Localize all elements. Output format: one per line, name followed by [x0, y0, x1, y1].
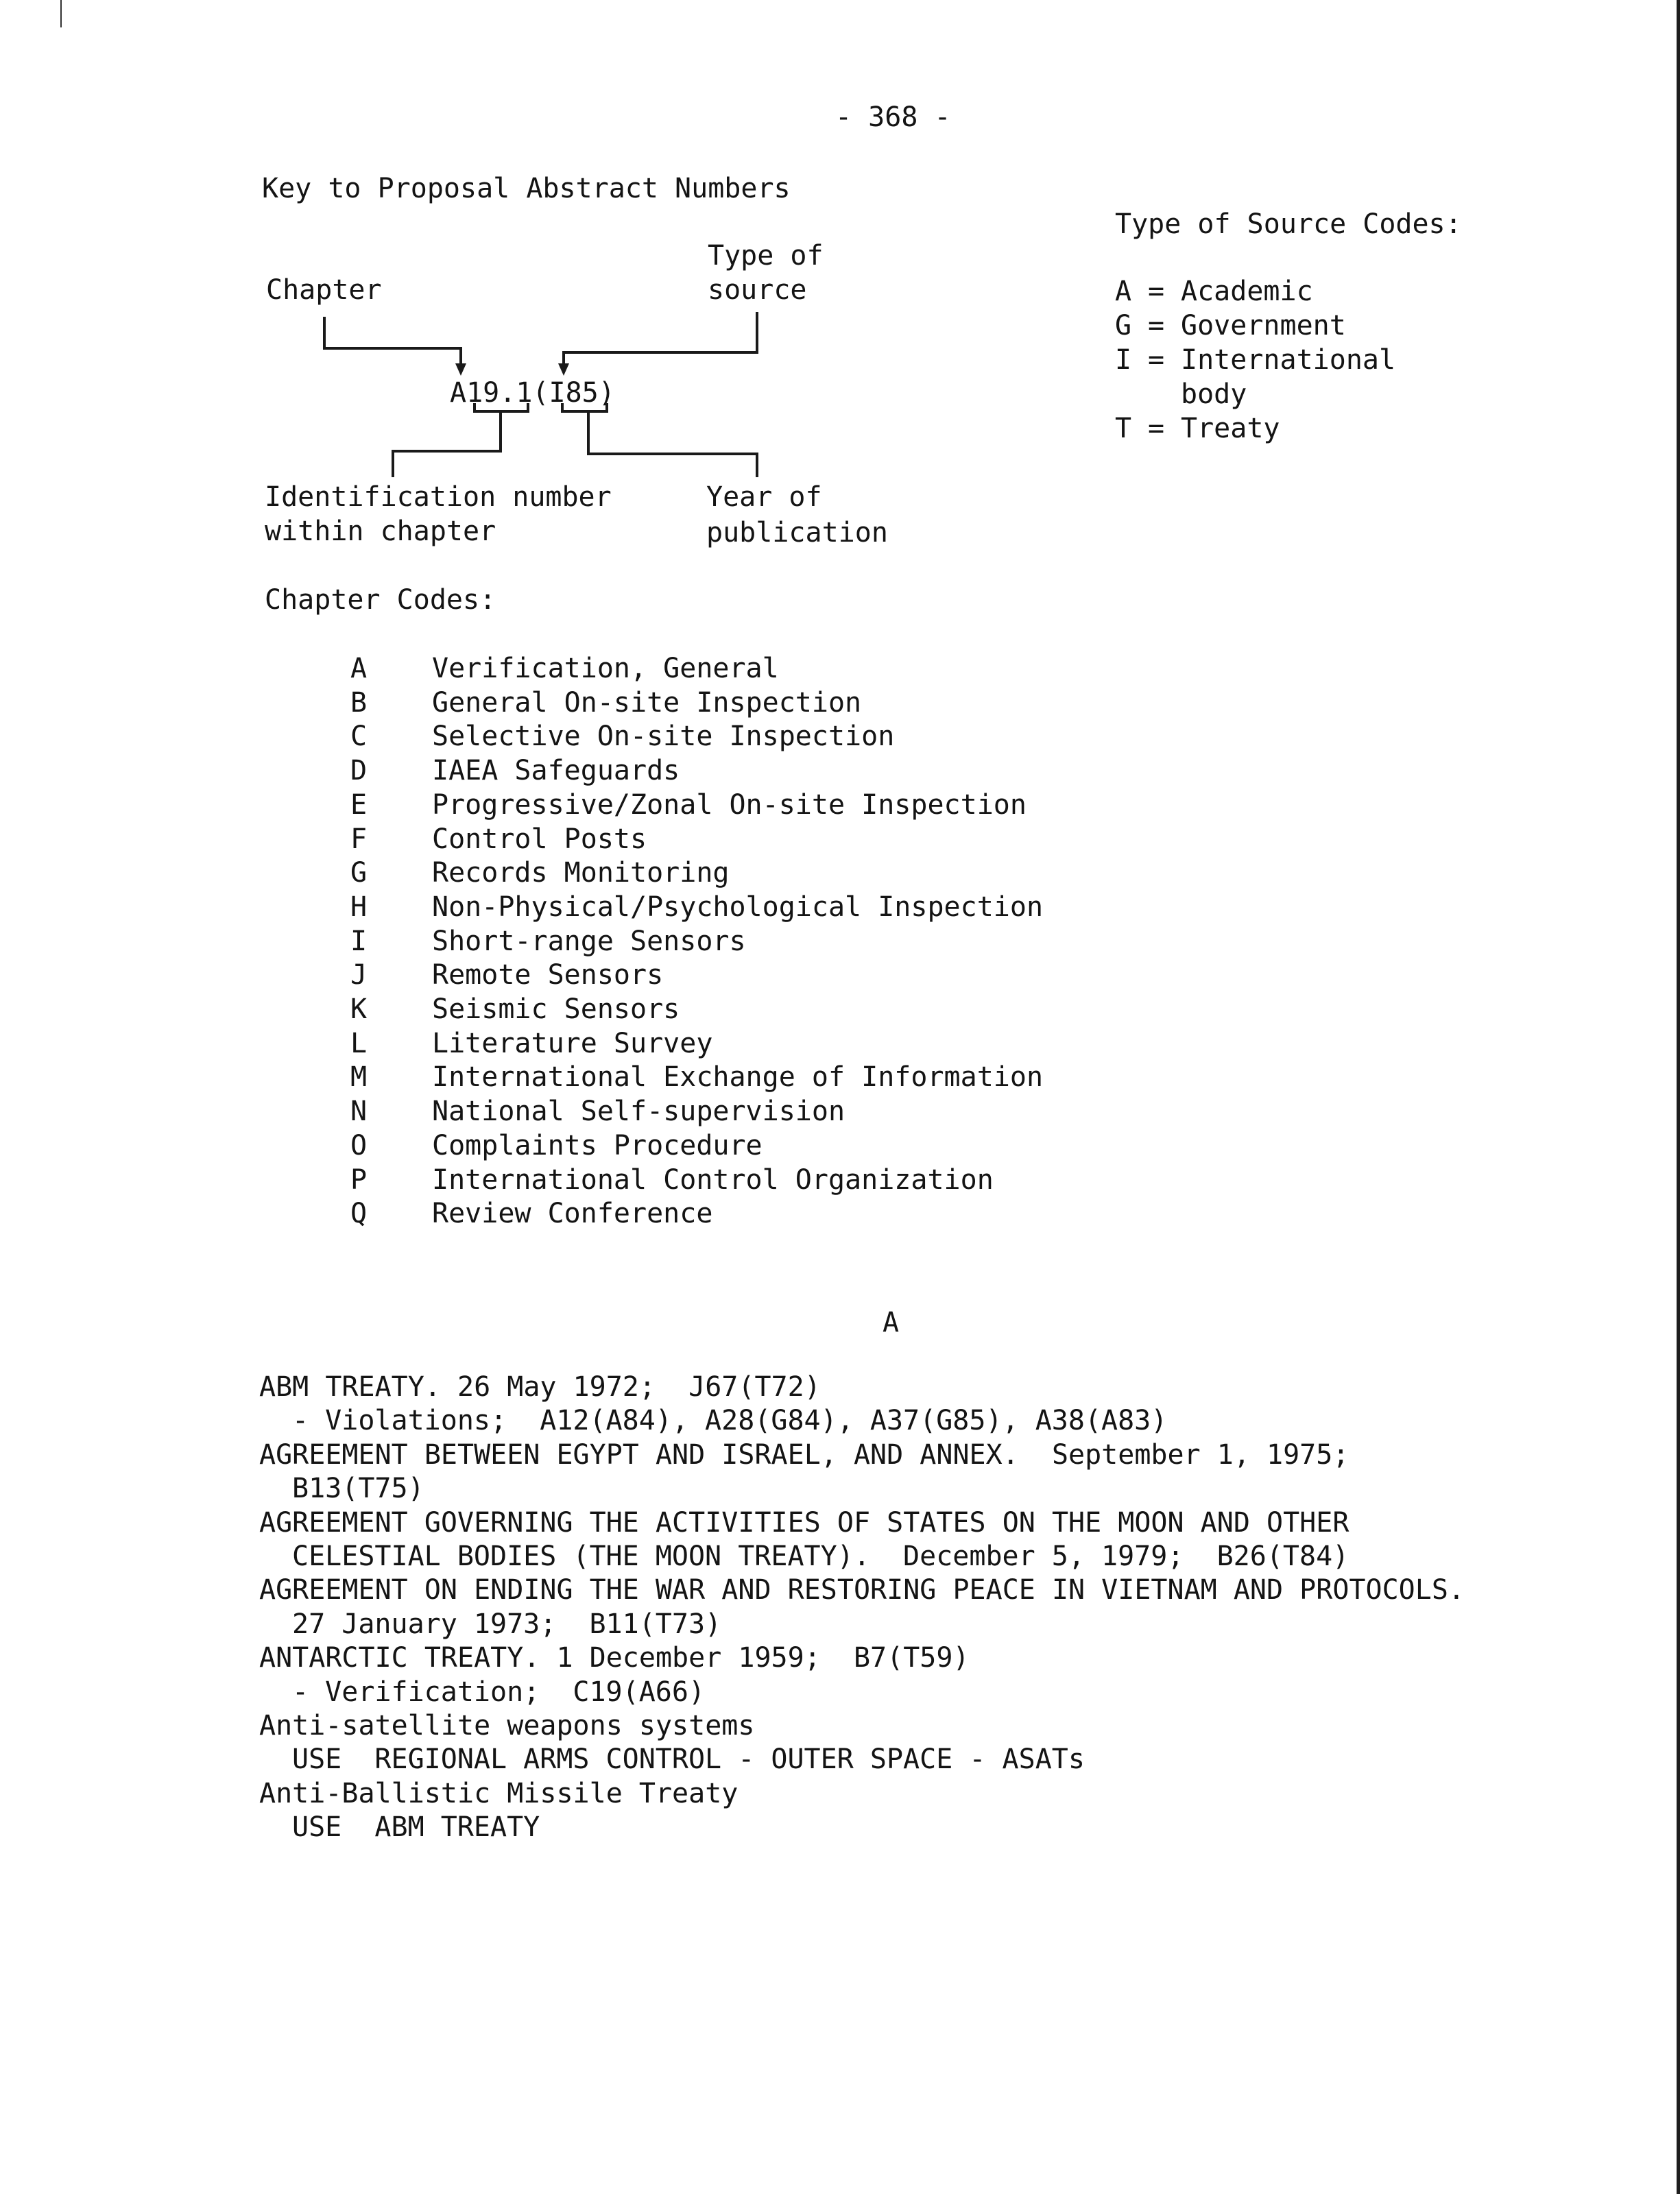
page-number: - 368 -	[835, 101, 951, 133]
label-chapter: Chapter	[266, 274, 382, 306]
index-entry-line: USE REGIONAL ARMS CONTROL - OUTER SPACE - ASATs	[292, 1744, 1085, 1776]
year-connector	[588, 411, 757, 477]
chapter-code-name: General On-site Inspection	[432, 686, 862, 719]
chapter-code-name: IAEA Safeguards	[432, 755, 680, 787]
chapter-code-letter: H	[350, 891, 368, 923]
chapter-code-letter: J	[350, 959, 368, 991]
label-year-2: publication	[706, 517, 888, 548]
source-code-label: Treaty	[1181, 413, 1280, 444]
chapter-code-letter: O	[350, 1129, 368, 1161]
source-code-label: Academic	[1181, 276, 1313, 307]
source-code-letter: A	[1115, 276, 1132, 307]
chapter-code-letter: L	[350, 1027, 368, 1059]
index-entry-line: Anti-Ballistic Missile Treaty	[259, 1777, 739, 1809]
chapter-code-letter: I	[350, 925, 368, 957]
index-entry-line: ANTARCTIC TREATY. 1 December 1959; B7(T59)	[259, 1642, 970, 1674]
chapter-code-letter: A	[350, 653, 368, 684]
chapter-code-name: Non-Physical/Psychological Inspection	[432, 891, 1044, 923]
chapter-code-name: National Self-supervision	[432, 1096, 845, 1128]
label-identification-1: Identification number	[265, 481, 612, 513]
id-brace	[475, 403, 528, 411]
source-code-equals: =	[1148, 413, 1165, 444]
chapter-code-letter: D	[350, 755, 368, 787]
chapter-code-name: Remote Sensors	[432, 959, 664, 991]
source-code-letter: T	[1115, 413, 1132, 444]
chapter-code-name: Seismic Sensors	[432, 993, 680, 1025]
chapter-code-name: Verification, General	[432, 653, 779, 684]
key-heading: Key to Proposal Abstract Numbers	[262, 173, 791, 204]
chapter-code-name: International Exchange of Information	[432, 1061, 1044, 1094]
chapter-code-name: Short-range Sensors	[432, 925, 746, 957]
index-entry-line: - Violations; A12(A84), A28(G84), A37(G85), A38(A83)	[292, 1405, 1168, 1437]
index-entry-line: ABM TREATY. 26 May 1972; J67(T72)	[259, 1371, 821, 1403]
chapter-code-letter: N	[350, 1096, 368, 1128]
index-entry-line: USE ABM TREATY	[292, 1811, 540, 1844]
label-identification-2: within chapter	[265, 516, 496, 547]
label-type-of-source-2: source	[708, 274, 807, 306]
chapter-code-name: Selective On-site Inspection	[432, 721, 895, 753]
source-code-label: International	[1181, 344, 1396, 376]
chapter-code-name: International Control Organization	[432, 1164, 994, 1196]
chapter-code-name: Control Posts	[432, 823, 647, 855]
source-code-letter: I	[1115, 344, 1132, 376]
label-year-1: Year of	[706, 481, 822, 513]
chapter-code-letter: B	[350, 686, 368, 719]
source-code-equals: =	[1148, 310, 1165, 341]
index-entry-line: AGREEMENT BETWEEN EGYPT AND ISRAEL, AND ANNEX. September 1, 1975;	[259, 1438, 1349, 1471]
chapter-code-letter: P	[350, 1164, 368, 1196]
index-entry-line: AGREEMENT ON ENDING THE WAR AND RESTORING PEACE IN VIETNAM AND PROTOCOLS.	[259, 1574, 1465, 1606]
chapter-code-letter: G	[350, 857, 368, 889]
chapter-code-letter: K	[350, 993, 368, 1025]
chapter-code-name: Records Monitoring	[432, 857, 730, 889]
label-type-of-source-1: Type of	[708, 240, 824, 272]
index-section-letter: A	[883, 1307, 900, 1338]
id-connector	[393, 411, 501, 477]
source-code-letter: G	[1115, 310, 1132, 341]
source-code-equals: =	[1148, 276, 1165, 307]
chapter-code-name: Review Conference	[432, 1198, 713, 1230]
chapter-code-name: Progressive/Zonal On-site Inspection	[432, 788, 1027, 821]
chapter-code-letter: C	[350, 721, 368, 753]
year-brace	[562, 403, 607, 411]
index-entry-line: Anti-satellite weapons systems	[259, 1710, 755, 1741]
source-code-label: Government	[1181, 310, 1346, 341]
chapter-code-letter: Q	[350, 1198, 368, 1230]
chapter-codes-heading: Chapter Codes:	[265, 584, 496, 616]
chapter-code-name: Literature Survey	[432, 1027, 713, 1059]
source-arrow-icon	[558, 363, 569, 376]
index-entry-line: CELESTIAL BODIES (THE MOON TREATY). December 5, 1979; B26(T84)	[292, 1541, 1349, 1572]
chapter-connector	[324, 317, 461, 367]
chapter-code-letter: F	[350, 823, 368, 855]
index-entry-line: AGREEMENT GOVERNING THE ACTIVITIES OF STATES ON THE MOON AND OTHER	[259, 1506, 1349, 1539]
index-entry-line: 27 January 1973; B11(T73)	[292, 1608, 722, 1640]
chapter-code-letter: M	[350, 1061, 368, 1094]
chapter-arrow-icon	[455, 363, 466, 376]
index-entry-line: - Verification; C19(A66)	[292, 1676, 706, 1708]
source-code-equals: =	[1148, 344, 1165, 376]
chapter-code-letter: E	[350, 788, 368, 821]
chapter-code-name: Complaints Procedure	[432, 1129, 763, 1161]
source-codes-heading: Type of Source Codes:	[1115, 208, 1462, 240]
example-code: A19.1(I85)	[450, 377, 615, 409]
index-entry-line: B13(T75)	[292, 1473, 424, 1505]
source-connector	[564, 312, 757, 367]
source-code-label: body	[1181, 378, 1247, 410]
